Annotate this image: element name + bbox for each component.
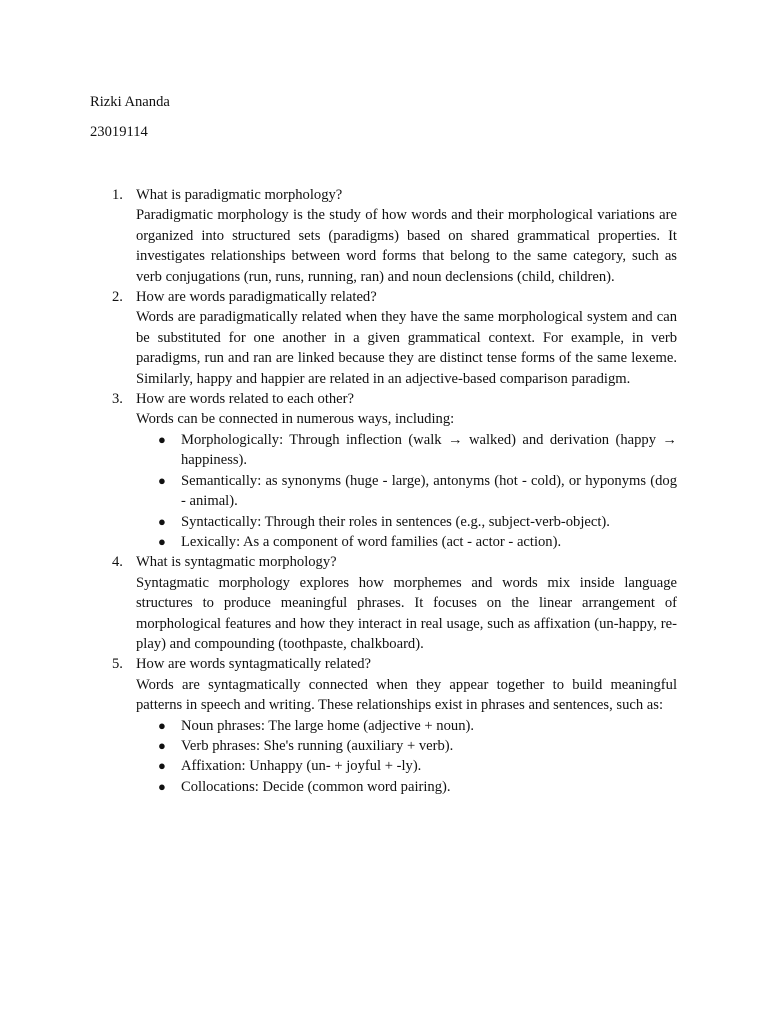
bullet-list xyxy=(136,430,677,552)
question-item xyxy=(90,552,677,654)
question-text: How are words related to each other? xyxy=(136,391,354,408)
list-item-text: Collocations: Decide (common word pairing). xyxy=(181,778,451,795)
question-item xyxy=(90,389,677,552)
list-item-text: Morphologically: Through inflection (walk → walked) and derivation (happy → happiness). xyxy=(181,431,677,469)
author-name: Rizki Ananda xyxy=(90,94,170,110)
question-text: What is paradigmatic morphology? xyxy=(136,187,343,203)
question-item xyxy=(90,185,677,287)
question-number: 2. xyxy=(112,289,123,306)
question-number: 5. xyxy=(112,656,123,673)
list-item-text: Lexically: As a component of word families (act - actor - action). xyxy=(181,533,562,550)
list-item-text: Syntactically: Through their roles in sentences (e.g., subject-verb-object). xyxy=(181,513,610,530)
bullet-icon: ● xyxy=(158,778,166,794)
answer-text: Paradigmatic morphology is the study of how words and their morphological variations are organized into structured sets (paradigms) based on shared grammatical properties. It investigates relationships between word forms that belong to the same category, such as verb conjugations (run, runs, running, ran) and noun declensions (child, children). xyxy=(136,207,677,285)
answer-text: Syntagmatic morphology explores how morphemes and words mix inside language structures to produce meaningful phrases. It focuses on the linear arrangement of morphological features and how they interact in real usage, such as affixation (un-happy, re-play) and compounding (toothpaste, chalkboard). xyxy=(136,574,677,652)
student-id: 23019114 xyxy=(90,124,148,140)
question-text: How are words paradigmatically related? xyxy=(136,289,377,306)
answer-text: Words are paradigmatically related when they have the same morphological system and can be substituted for one another in a given grammatical context. For example, in verb paradigms, run and ran are linked because they are distinct tense forms of the same lexeme. Similarly, happy and happier are related in an adjective-based comparison paradigm. xyxy=(136,309,677,387)
bullet-icon: ● xyxy=(158,472,166,488)
list-item xyxy=(136,471,677,512)
list-item-text: Affixation: Unhappy (un- + joyful + -ly). xyxy=(181,758,422,775)
list-item xyxy=(136,777,677,797)
list-item xyxy=(136,736,677,756)
question-text: What is syntagmatic morphology? xyxy=(136,554,337,571)
list-item xyxy=(136,532,677,552)
bullet-icon: ● xyxy=(158,758,166,774)
bullet-icon: ● xyxy=(158,717,166,733)
question-item xyxy=(90,287,677,389)
bullet-icon: ● xyxy=(158,737,166,753)
list-item-text: Noun phrases: The large home (adjective + noun). xyxy=(181,717,474,734)
bullet-icon: ● xyxy=(158,513,166,529)
question-text: How are words syntagmatically related? xyxy=(136,656,372,673)
bullet-icon: ● xyxy=(158,431,166,447)
list-item xyxy=(136,430,677,471)
list-item xyxy=(136,716,677,736)
list-item-text: Semantically: as synonyms (huge - large), antonyms (hot - cold), or hyponyms (dog - animal). xyxy=(181,472,677,510)
list-item xyxy=(136,512,677,532)
question-number: 3. xyxy=(112,391,123,408)
question-item xyxy=(90,654,677,797)
bullet-icon: ● xyxy=(158,533,166,549)
list-item xyxy=(136,756,677,776)
question-number: 4. xyxy=(112,554,123,571)
question-number: 1. xyxy=(112,187,123,203)
list-item-text: Verb phrases: She's running (auxiliary + verb). xyxy=(181,737,454,754)
question-list xyxy=(90,185,677,797)
answer-text: Words can be connected in numerous ways, including: xyxy=(136,411,455,428)
answer-text: Words are syntagmatically connected when they appear together to build meaningful patterns in speech and writing. These relationships exist in phrases and sentences, such as: xyxy=(136,676,677,714)
bullet-list xyxy=(136,716,677,798)
